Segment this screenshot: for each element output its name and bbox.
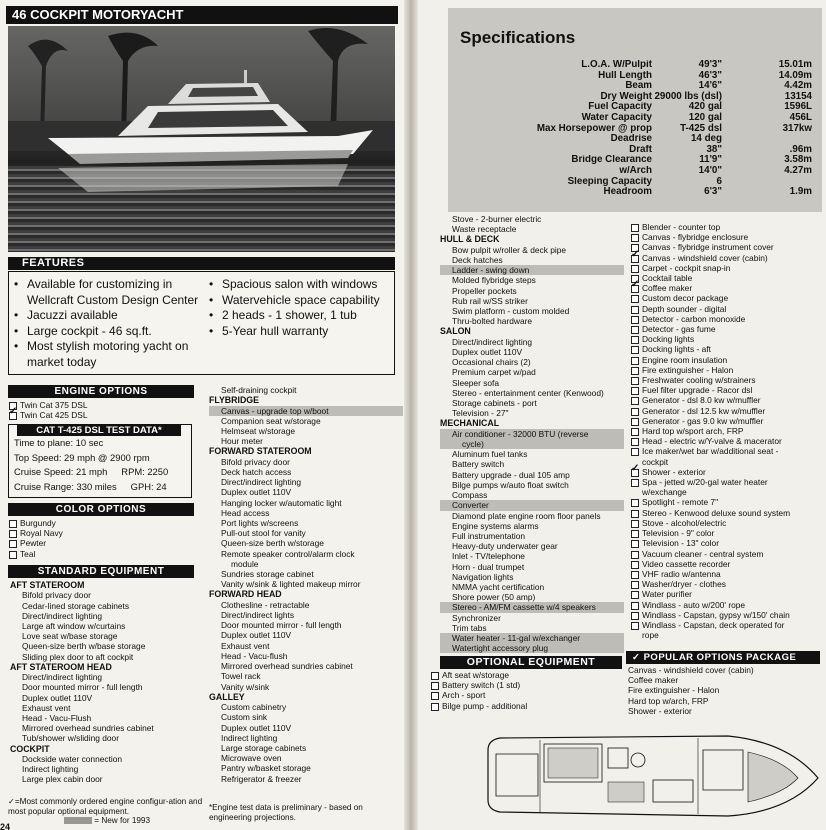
spec-value-metric: 4.42m [784,80,812,92]
equipment-item: Thru-bolted hardware [452,316,533,327]
spec-value-imperial: 6 [716,175,722,187]
cruise-range: Cruise Range: 330 miles [14,480,117,492]
equipment-item: Swim platform - custom molded [452,306,570,317]
optional-item: Canvas - flybridge instrument cover [630,242,822,252]
spec-value-imperial: 29000 lbs (dsl) [654,90,722,102]
spec-row [460,113,820,124]
section-heading: SALON [440,326,471,337]
spec-value-metric: 13154 [784,90,812,102]
spec-value-metric: 3.58m [784,154,812,166]
spec-value-imperial: 120 gal [688,111,722,123]
equipment-item: Battery upgrade - dual 105 amp [452,469,570,480]
left-page [0,0,410,830]
equipment-item: Heavy-duty underwater gear [452,541,558,552]
equipment-item: Head - Vacu-flush [221,650,288,661]
optional-item: Spa - jetted w/20-gal water heater [630,477,822,487]
equipment-item: Direct/indirect lighting [221,477,302,488]
popular-options-list [628,665,820,716]
equipment-item: Canvas - upgrade top w/boot [209,406,403,416]
section-heading: FORWARD STATEROOM [209,446,312,457]
equipment-item: Bifold privacy door [221,456,290,467]
equipment-item: Tub/shower w/sliding door [22,733,119,744]
equipment-item: Occasional chairs (2) [452,357,531,368]
spec-row [460,102,820,113]
spec-row [460,155,820,166]
optional-item: Spotlight - remote 7" [630,497,822,507]
spec-value-imperial: 14'0" [698,164,722,176]
cruise-speed: Cruise Speed: 21 mph [14,466,108,477]
equipment-item: Duplex outlet 110V [22,692,93,703]
section-heading: AFT STATEROOM [10,580,85,590]
equipment-item: Companion seat w/storage [221,415,321,426]
optional-item: Arch - sport [430,690,620,700]
spec-row [460,81,820,92]
equipment-item: Bilge pumps w/auto float switch [452,479,569,490]
optional-item: w/exchange [642,487,687,498]
standard-equipment-col3 [440,214,624,653]
optional-item: Detector - carbon monoxide [630,314,822,324]
equipment-item: Bifold privacy door [22,590,91,601]
equipment-item: Indirect lighting [221,732,278,743]
equipment-item: Duplex outlet 110V [221,722,292,733]
equipment-item: Deck hatch access [221,467,292,478]
section-heading: HULL & DECK [440,234,500,245]
features-heading: FEATURES [8,257,395,270]
optional-item: Battery switch (1 std) [430,680,620,690]
spec-value-metric: 456L [789,111,812,123]
spec-label: Fuel Capacity [588,102,652,113]
equipment-item: Converter [440,500,624,510]
spec-row [460,166,820,177]
optional-item: Windlass - Capstan, gypsy w/150' chain [630,610,822,620]
spec-label: Draft [629,144,652,155]
optional-item: Generator - gas 9.0 kw w/muffler [630,416,822,426]
cruise-rpm: RPM: 2250 [121,466,169,477]
spec-label: Max Horsepower @ prop [536,123,652,134]
spec-value-metric: 15.01m [778,59,812,70]
optional-item: VHF radio w/antenna [630,569,822,579]
section-heading: GALLEY [209,691,245,702]
optional-item: Windlass - auto w/200' rope [630,600,822,610]
equipment-item: module [231,558,259,569]
specifications-panel [448,8,822,212]
equipment-item: Mirrored overhead sundries cabinet [22,723,154,734]
optional-equipment-col2 [630,222,822,640]
equipment-item: Pull-out stool for vanity [221,528,306,539]
equipment-item: Head - Vacu-Flush [22,713,92,724]
equipment-item: Water heater - 11-gal w/exchanger [440,633,624,643]
optional-item: Water purifier [630,589,822,599]
spec-label: Hull Length [598,70,652,81]
equipment-item: Aluminum fuel tanks [452,449,528,460]
section-heading: AFT STATEROOM HEAD [10,661,112,672]
optional-item: Shower - exterior ✓ [630,467,822,477]
optional-item: Coffee maker ✓ [630,283,822,293]
feature-item: • Available for customizing in Wellcraft Custom Design Center [11,277,203,308]
equipment-item: Molded flybridge steps [452,275,536,286]
deck-plan-drawing [478,720,822,820]
color-options-list [8,518,194,559]
equipment-item: Large aft window w/curtains [22,621,126,632]
feature-item: • Large cockpit - 46 sq.ft. [11,324,203,340]
equipment-item: Queen-size berth w/storage [221,538,324,549]
feature-item: • Most stylish motoring yacht on market today [11,339,203,370]
spec-row [460,71,820,82]
standard-equipment-heading: STANDARD EQUIPMENT [8,565,194,578]
spec-value-imperial: T-425 dsl [680,122,722,134]
footnote-left [8,797,204,826]
spec-value-imperial: 46'3" [698,69,722,81]
optional-item: Freshwater cooling w/strainers [630,375,822,385]
equipment-item: Towel rack [221,671,261,682]
optional-item: Fire extinguisher - Halon [630,365,822,375]
color-option: Pewter [8,538,194,548]
equipment-item: Dockside water connection [22,754,123,765]
feature-item: • Spacious salon with windows [206,277,394,293]
equipment-item: Waste receptacle [452,224,517,235]
spec-label: Headroom [603,187,652,198]
optional-item: Engine room insulation [630,355,822,365]
optional-item: Television - 13" color [630,538,822,548]
spec-value-imperial: 14'6" [698,80,722,92]
cruise-speed-row [9,465,191,480]
section-heading: MECHANICAL [440,418,500,429]
book-spine [404,0,418,830]
model-title: 46 COCKPIT MOTORYACHT [6,6,398,24]
optional-item: Docking lights - aft [630,344,822,354]
equipment-item: Cedar-lined storage cabinets [22,600,130,611]
equipment-item: Engine systems alarms [452,520,539,531]
optional-item: Generator - dsl 12.5 kw w/muffler [630,406,822,416]
color-options-heading: COLOR OPTIONS [8,503,194,516]
optional-item: Aft seat w/storage [430,670,620,680]
equipment-item: Battery switch [452,459,505,470]
spec-row [460,124,820,135]
popular-option: Coffee maker [628,675,679,686]
equipment-item: Rub rail w/SS striker [452,295,528,306]
equipment-item: Direct/indirect lights [221,610,295,621]
equipment-item: Hour meter [221,436,263,447]
optional-item: Washer/dryer - clothes [630,579,822,589]
feature-item: • 5-Year hull warranty [206,324,394,340]
checked-note: ✓=Most commonly ordered engine configur-ation and most popular optional equipment. [8,797,203,816]
cruise-range-row [9,480,191,495]
top-speed: Top Speed: 29 mph @ 2900 rpm [14,451,150,463]
equipment-item: NMMA yacht certification [452,581,545,592]
equipment-item: Vanity w/sink [221,681,270,692]
equipment-item: Direct/indirect lighting [22,672,103,683]
equipment-item: Head access [221,507,270,518]
equipment-item: Exhaust vent [22,702,71,713]
spec-value-imperial: 14 deg [690,133,722,145]
equipment-item: Love seat w/base storage [22,631,118,642]
new-note: = New for 1993 [94,816,151,825]
spec-value-imperial: 11'9" [699,154,722,166]
color-option: Teal [8,549,194,559]
equipment-item: Mirrored overhead sundries cabinet [221,661,353,672]
equipment-item: Air conditioner - 32000 BTU (reverse [440,429,624,439]
equipment-item: Trim tabs [452,622,487,633]
equipment-item: Vanity w/sink & lighted makeup mirror [221,579,361,590]
equipment-item: Navigation lights [452,571,514,582]
equipment-item: Duplex outlet 110V [452,347,523,358]
optional-item: Stereo - Kenwood deluxe sound system [630,508,822,518]
standard-equipment-col2 [209,385,403,784]
optional-item: Detector - gas fume [630,324,822,334]
equipment-item: Microwave oven [221,753,282,764]
equipment-item: Sleeper sofa [452,377,500,388]
popular-option: Shower - exterior [628,705,692,716]
standard-equipment-col1 [10,580,198,785]
equipment-item: Television - 27" [452,408,509,419]
spec-label: Beam [625,81,652,92]
popular-option: Fire extinguisher - Halon [628,685,720,696]
optional-item: Hard top w/sport arch, FRP [630,426,822,436]
equipment-item: Self-draining cockpit [221,385,297,395]
spec-row [460,145,820,156]
spec-value-imperial: 420 gal [688,101,722,113]
spec-label: Dry Weight [600,91,652,102]
equipment-item: Deck hatches [452,255,503,266]
equipment-item: Door mounted mirror - full length [221,620,342,631]
equipment-item: Indirect lighting [22,764,79,775]
optional-item: Bilge pump - additional [430,701,620,711]
optional-item: Television - 9" color [630,528,822,538]
optional-item: Custom decor package [630,293,822,303]
feature-item: • Watervehicle space capability [206,293,394,309]
spec-row [460,92,820,103]
optional-item: Vacuum cleaner - central system [630,549,822,559]
equipment-item: Duplex outlet 110V [221,487,292,498]
equipment-item: Pantry w/basket storage [221,763,311,774]
color-option: Burgundy [8,518,194,528]
optional-item: Blender - counter top [630,222,822,232]
optional-item: rope [642,630,659,641]
optional-equipment-heading: OPTIONAL EQUIPMENT [440,656,622,669]
engine-option-1: Twin Cat 375 DSL [8,400,194,410]
equipment-item: Storage cabinets - port [452,398,537,409]
equipment-item: Shore power (50 amp) [452,592,536,603]
equipment-item: Watertight accessory plug [440,643,624,653]
optional-item: Canvas - windshield cover (cabin) ✓ [630,253,822,263]
popular-option: Canvas - windshield cover (cabin) [628,665,754,675]
equipment-item: Compass [452,490,488,501]
spec-row [460,187,820,198]
feature-item: • Jacuzzi available [11,308,203,324]
engine-option-2: Twin Cat 425 DSL ✓ [8,410,194,420]
new-swatch [64,817,92,824]
optional-item: Fuel filter upgrade - Racor dsl [630,385,822,395]
time-to-plane: Time to plane: 10 sec [14,437,104,448]
equipment-item: Hanging locker w/automatic light [221,497,342,508]
cruise-gph: GPH: 24 [130,480,167,492]
feature-item: • 2 heads - 1 shower, 1 tub [206,308,394,324]
optional-item: Windlass - Capstan, deck operated for [630,620,822,630]
spec-value-metric: 1.9m [789,186,812,198]
new-note-row [8,816,204,826]
spec-label: L.O.A. W/Pulpit [581,60,652,70]
spec-value-metric: 1596L [784,101,812,113]
equipment-item: Direct/indirect lighting [22,610,103,621]
optional-item: Carpet - cockpit snap-in [630,263,822,273]
equipment-item: Refrigerator & freezer [221,773,302,784]
section-heading: FLYBRIDGE [209,395,260,406]
spec-row [460,134,820,145]
equipment-item: Large plex cabin door [22,774,103,785]
yacht-illustration [8,26,395,252]
equipment-item: Large storage cabinets [221,742,307,753]
specifications-heading: Specifications [460,28,576,47]
equipment-item: Helmseat w/storage [221,426,296,437]
spec-value-imperial: 6'3" [704,186,722,198]
test-data-heading: CAT T-425 DSL TEST DATA* [17,425,181,436]
equipment-item: Bow pulpit w/roller & deck pipe [452,244,567,255]
equipment-item: Custom sink [221,712,268,723]
spec-row [460,177,820,188]
equipment-item: Synchronizer [452,612,501,623]
equipment-item: Stove - 2-burner electric [452,214,542,224]
equipment-item: Diamond plate engine room floor panels [452,510,601,521]
equipment-item: Stereo - entertainment center (Kenwood) [452,387,604,398]
equipment-item: Sundries storage cabinet [221,569,314,580]
features-col2 [206,277,394,339]
optional-item: Ice maker/wet bar w/additional seat - [630,446,822,456]
engine-footnote: *Engine test data is preliminary - based on engineering projections. [209,803,363,822]
optional-item: Stove - alcohol/electric [630,518,822,528]
spec-label: Bridge Clearance [571,155,652,166]
specifications-rows [460,60,820,198]
equipment-item: Premium carpet w/pad [452,367,536,378]
spec-value-metric: 14.09m [778,69,812,81]
equipment-item: Clothesline - retractable [221,599,310,610]
spec-row [460,60,820,71]
equipment-item: Propeller pockets [452,285,517,296]
spec-value-imperial: 49'3" [698,59,722,70]
optional-item: Depth sounder - digital [630,304,822,314]
equipment-item: Inlet - TV/telephone [452,551,525,562]
equipment-item: Sliding plex door to aft cockpit [22,651,134,662]
equipment-item: Duplex outlet 110V [221,630,292,641]
optional-equipment-col1 [430,670,620,711]
spec-value-metric: 4.27m [784,164,812,176]
spec-value-metric: 317kw [782,122,812,134]
equipment-item: Stereo - AM/FM cassette w/4 speakers [440,602,624,612]
optional-item: cockpit [642,456,669,467]
equipment-item: Full instrumentation [452,530,526,541]
features-box [8,271,395,375]
test-data-box [8,424,192,498]
spec-label: Sleeping Capacity [567,176,652,187]
yacht-photo [8,26,395,252]
equipment-item: Custom cabinetry [221,702,287,713]
section-heading: FORWARD HEAD [209,589,282,600]
optional-item: Video cassette recorder [630,559,822,569]
popular-options-heading: ✓ POPULAR OPTIONS PACKAGE [626,651,820,664]
spec-value-metric: .96m [789,143,812,155]
equipment-item: Ladder - swing down [440,265,624,275]
optional-item: Cocktail table [630,273,822,283]
equipment-item: Queen-size berth w/base storage [22,641,146,652]
optional-item: Canvas - flybridge enclosure [630,232,822,242]
page-number: 24 [0,822,11,830]
section-heading: COCKPIT [10,743,50,754]
optional-item: Head - electric w/Y-valve & macerator [630,436,822,446]
spec-label: w/Arch [619,165,652,176]
spec-label: Deadrise [610,134,652,145]
engine-options-list [8,400,194,420]
popular-option: Hard top w/arch, FRP [628,695,709,706]
equipment-item: cycle) [440,439,624,449]
features-col1 [11,277,203,370]
equipment-item: Port lights w/screens [221,518,299,529]
spec-value-imperial: 38" [706,143,722,155]
optional-item: Generator - dsl 8.0 kw w/muffler [630,395,822,405]
optional-item: Docking lights [630,334,822,344]
equipment-item: Remote speaker control/alarm clock [221,548,355,559]
equipment-item: Exhaust vent [221,640,270,651]
equipment-item: Horn - dual trumpet [452,561,525,572]
color-option: Royal Navy [8,528,194,538]
equipment-item: Door mounted mirror - full length [22,682,143,693]
spec-label: Water Capacity [581,112,652,123]
equipment-item: Direct/indirect lighting [452,336,533,347]
engine-options-heading: ENGINE OPTIONS [8,385,194,398]
